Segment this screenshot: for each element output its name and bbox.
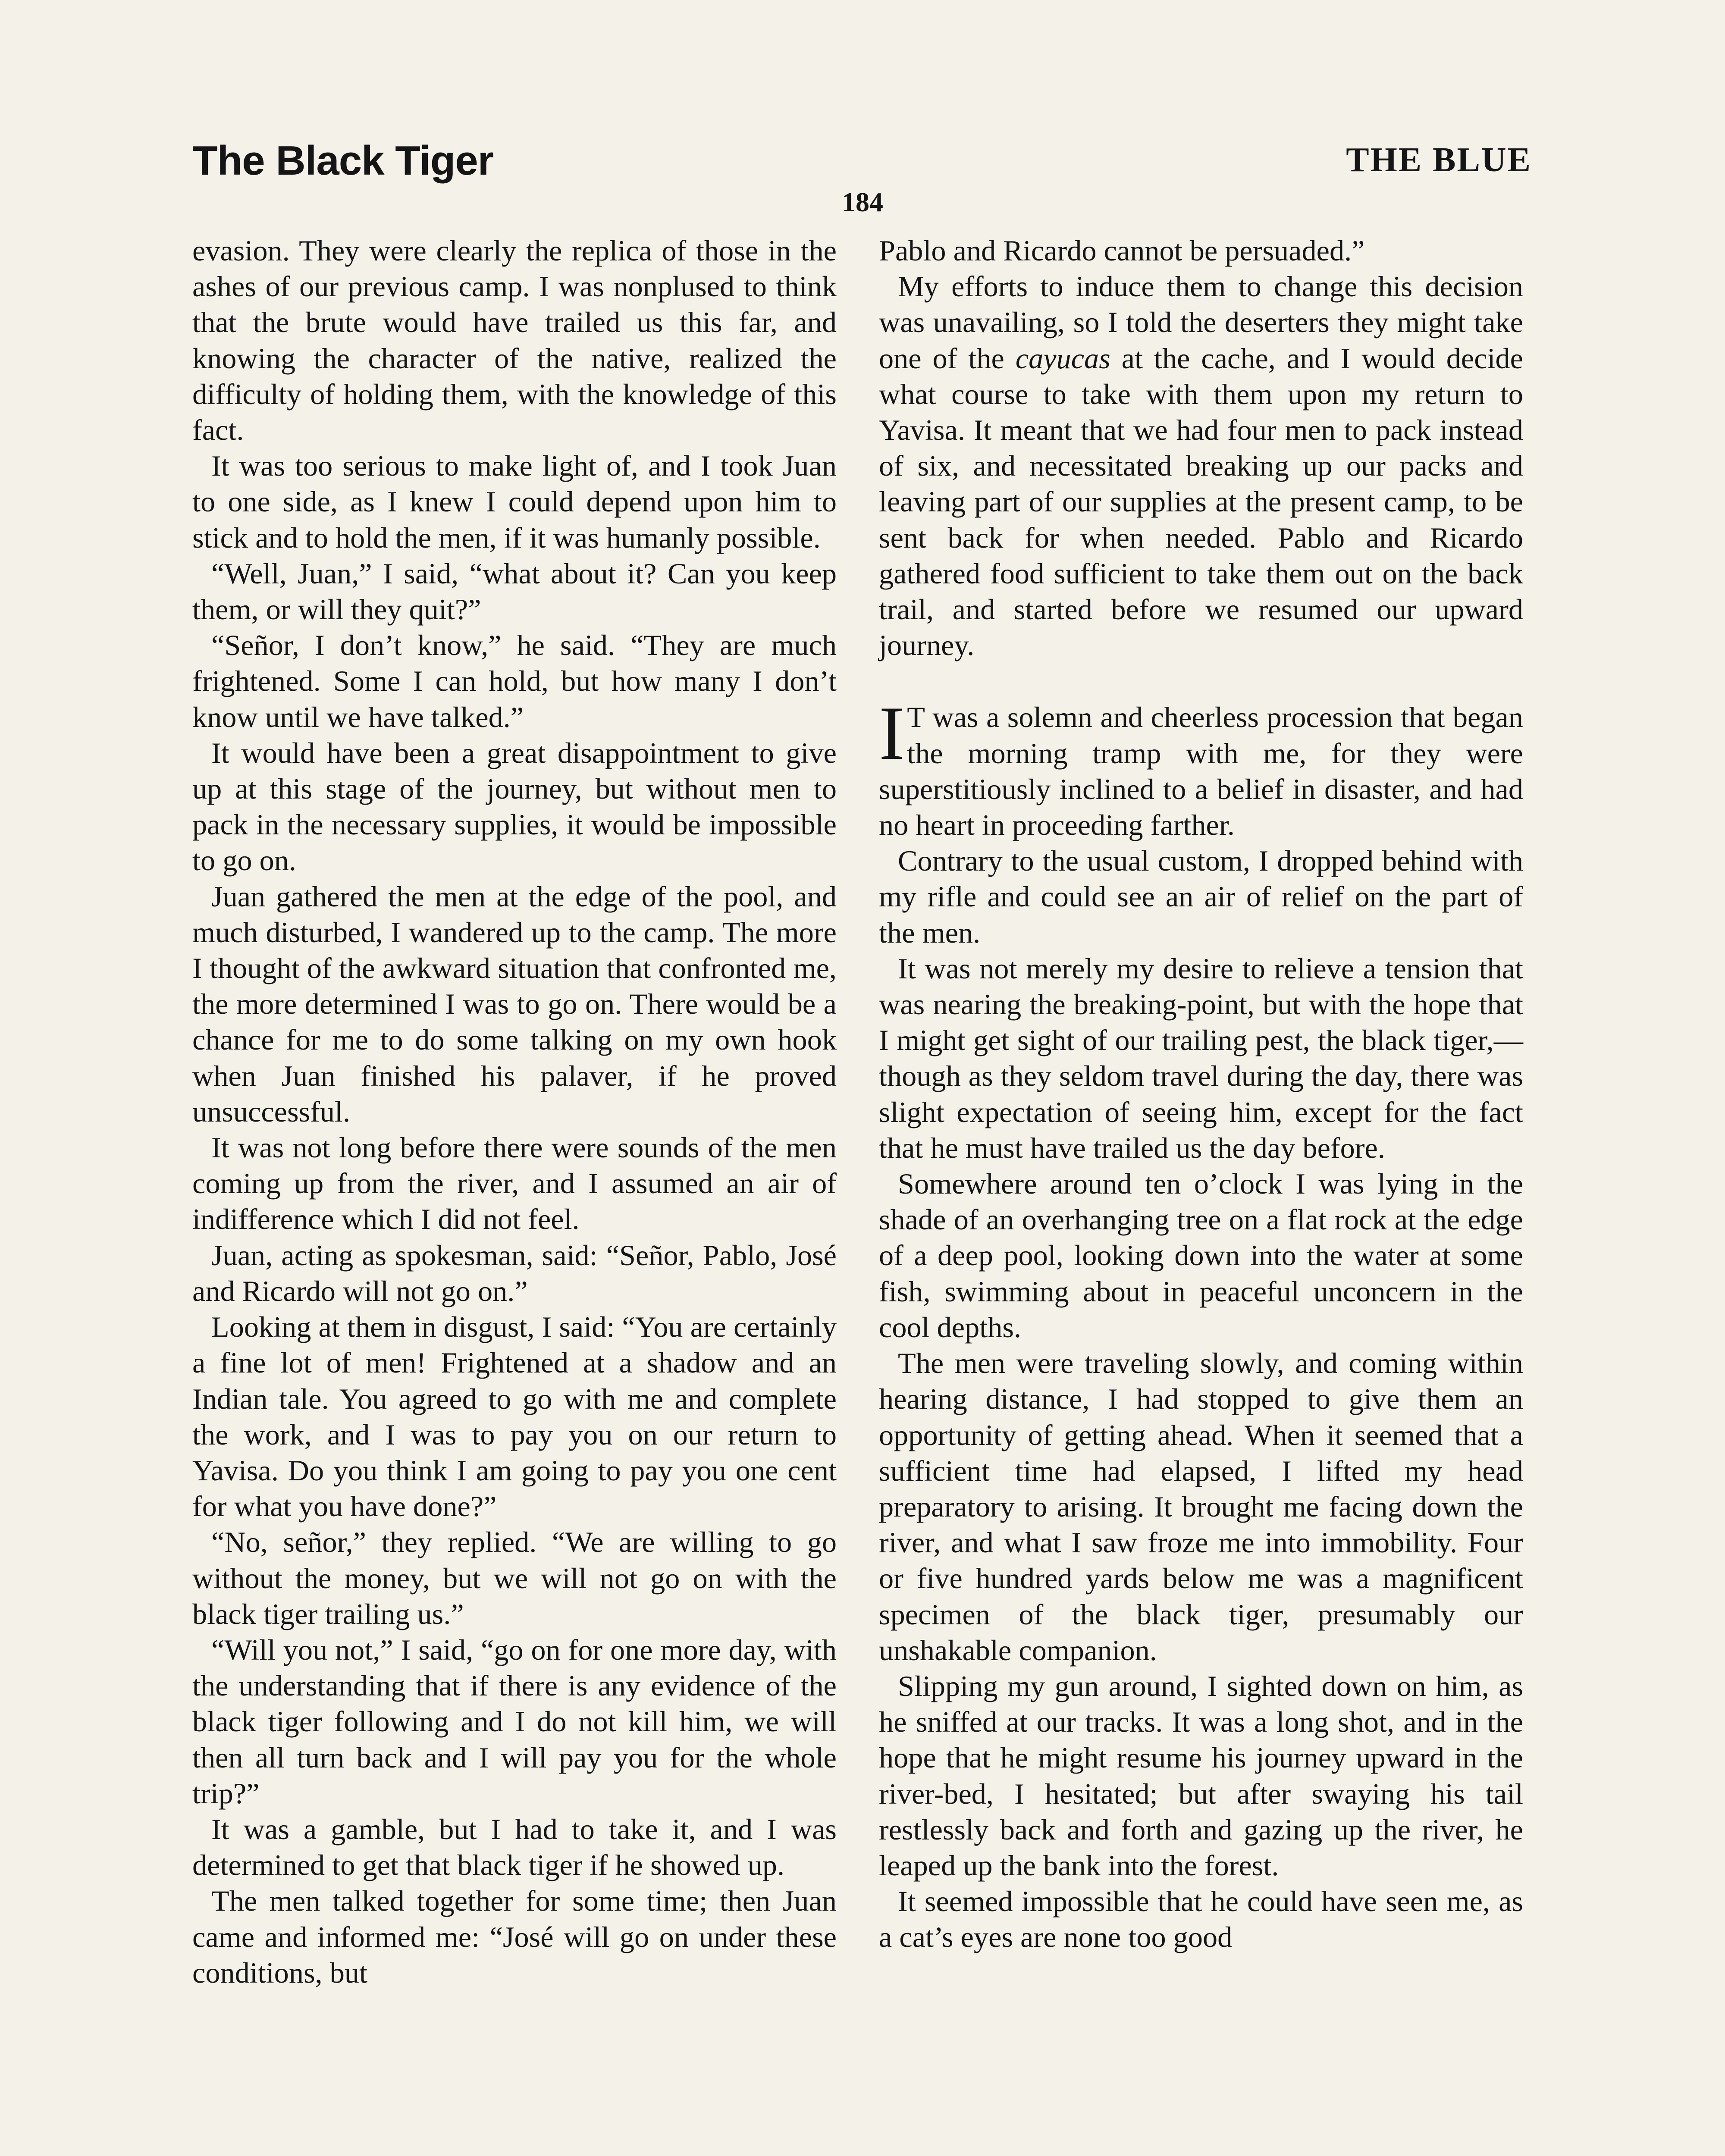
paragraph: Contrary to the usual custom, I dropped behind with my rifle and could see an air of relief on the part of the men.	[879, 844, 1523, 949]
left-column	[192, 233, 837, 1991]
paragraph: Juan, acting as spokesman, said: “Señor, Pablo, José and Ricardo will not go on.”	[192, 1238, 837, 1307]
paragraph-continuation: Pablo and Ricardo cannot be persuaded.”	[879, 234, 1365, 267]
paragraph: It was not merely my desire to relieve a tension that was nearing the breaking-point, but with the hope that I might get sight of our trailing pest, the black tiger,— though as they seldom travel during the day, there was slight expectation of seeing him, except for the fact that he must have trailed us the day before.	[879, 952, 1523, 1164]
paragraph: The men talked together for some time; then Juan came and informed me: “José will go on under these conditions, but	[192, 1884, 837, 1989]
paragraph: “Señor, I don’t know,” he said. “They are much frightened. Some I can hold, but how many I don’t know until we have talked.”	[192, 629, 837, 733]
paragraph: It would have been a great disappointment to give up at this stage of the journey, but without men to pack in the necessary supplies, it would be impossible to go on.	[192, 736, 837, 877]
paragraph: It was a gamble, but I had to take it, and I was determined to get that black tiger if he showed up.	[192, 1812, 837, 1882]
paragraph: “Well, Juan,” I said, “what about it? Can you keep them, or will they quit?”	[192, 557, 837, 626]
paragraph: Looking at them in disgust, I said: “You are certainly a fine lot of men! Frightened at a shadow and an Indian tale. You agreed to go with me and complete the work, and I was to pay you on our return to Yavisa. Do you think I am going to pay you one cent for what you have done?”	[192, 1310, 837, 1523]
right-column	[879, 233, 1523, 1955]
paragraph: “Will you not,” I said, “go on for one more day, with the understanding that if there is any evidence of the black tiger following and I do not kill him, we will then all turn back and I will pay you for the whole trip?”	[192, 1633, 837, 1810]
paragraph: The men were traveling slowly, and coming within hearing distance, I had stopped to give them an opportunity of getting ahead. When it seemed that a sufficient time had elapsed, I lifted my head preparatory to arising. It brought me facing down the river, and what I saw froze me into immobility. Four or five hundred yards below me was a magnificent specimen of the black tiger, presumably our unshakable companion.	[879, 1347, 1523, 1667]
magazine-running-head: THE BLUE	[1346, 141, 1532, 179]
section-opening-paragraph	[879, 690, 1523, 843]
story-title: The Black Tiger	[192, 138, 494, 184]
page-number: 184	[842, 187, 883, 217]
paragraph: Slipping my gun around, I sighted down on him, as he sniffed at our tracks. It was a long shot, and in the hope that he might resume his journey upward in the river-bed, I hesitated; but after swaying his tail restlessly back and forth and gazing up the river, he leaped up the bank into the forest.	[879, 1669, 1523, 1882]
paragraph: Juan gathered the men at the edge of the pool, and much disturbed, I wandered up to the camp. The more I thought of the awkward situation that confronted me, the more determined I was to go on. There would be a chance for me to do some talking on my own hook when Juan finished his palaver, if he proved unsuccessful.	[192, 880, 837, 1128]
paragraph: Somewhere around ten o’clock I was lying in the shade of an overhanging tree on a flat rock at the edge of a deep pool, looking down into the water at some fish, swimming about in peaceful unconcern in the cool depths.	[879, 1167, 1523, 1344]
paragraph: It was not long before there were sounds of the men coming up from the river, and I assumed an air of indifference which I did not feel.	[192, 1131, 837, 1236]
paragraph: evasion. They were clearly the replica of those in the ashes of our previous camp. I was nonplused to think that the brute would have trailed us this far, and knowing the character of the native, realized the difficulty of holding them, with the knowledge of this fact.	[192, 234, 837, 447]
paragraph: My efforts to induce them to change this decision was unavailing, so I told the deserters they might take one of the cayucas at the cache, and I would decide what course to take with them upon my return to Yavisa. It meant that we had four men to pack instead of six, and necessitated breaking up our packs and leaving part of our supplies at the present camp, to be sent back for when needed. Pablo and Ricardo gathered food sufficient to take them out on the back trail, and started before we resumed our upward journey.	[879, 270, 1523, 662]
drop-cap: I	[879, 690, 905, 776]
paragraph: It seemed impossible that he could have seen me, as a cat’s eyes are none too good	[879, 1885, 1523, 1954]
paragraph: “No, señor,” they replied. “We are willing to go without the money, but we will not go on with the black tiger trailing us.”	[192, 1526, 837, 1630]
paragraph: It was too serious to make light of, and I took Juan to one side, as I knew I could depend upon him to stick and to hold the men, if it was humanly possible.	[192, 449, 837, 554]
section-opening-text: T was a solemn and cheerless procession that began the morning tramp with me, for they were superstitiously inclined to a belief in disaster, and had no heart in proceeding farther.	[879, 701, 1523, 842]
